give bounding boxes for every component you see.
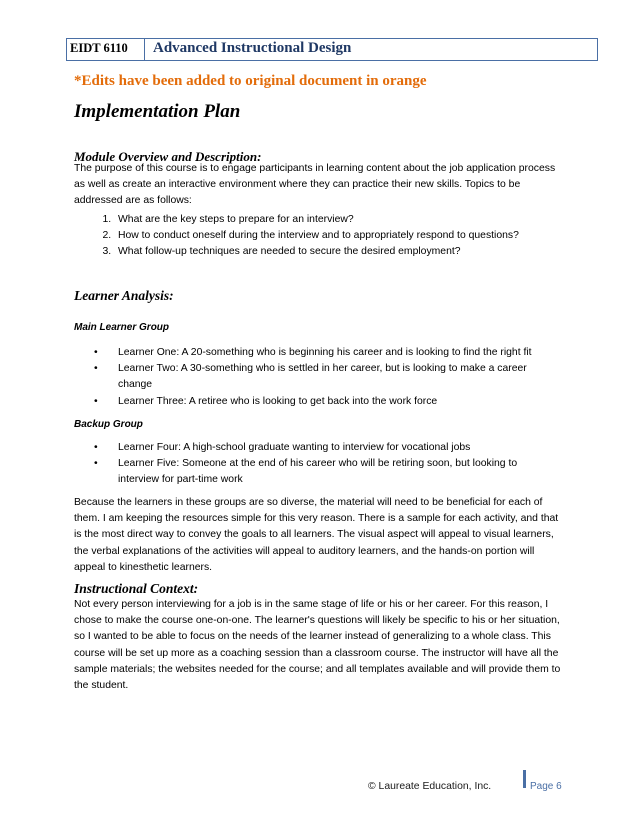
course-title: Advanced Instructional Design <box>153 40 352 56</box>
instructional-context-text: Not every person interviewing for a job is in the same stage of life or his or her career. For this reason, I chose to make the course one-on-one. The learner's questions will likely be specific to his or her situation, so I wanted to be able to focus on the needs of the learner instead of generalizing to a whole class. This course will be set up more as a coaching session than a classroom course. The instructor will have all the sample materials; the websites needed for the course; and all templates available and will provide them to the student. <box>74 599 561 692</box>
backup-group-label: Backup Group <box>74 419 143 430</box>
learner-analysis-heading: Learner Analysis: <box>74 288 174 303</box>
main-learner-list <box>74 345 608 410</box>
bullet-icon: • <box>94 442 98 453</box>
module-overview-text: The purpose of this course is to engage participants in learning content about the job application process as well as create an interactive environment where they can practice their new skills. Topics to be addressed are as follows: <box>74 163 556 207</box>
topic-item: 3. What follow-up techniques are needed to secure the desired employment? <box>114 244 584 260</box>
list-item: • Learner One: A 20-something who is beginning his career and is looking to find the right fit <box>118 345 608 361</box>
instructional-context-heading: Instructional Context: <box>74 581 199 596</box>
topic-item: 2. How to conduct oneself during the interview and to appropriately respond to questions? <box>114 228 584 244</box>
topics-list <box>74 212 584 261</box>
bullet-icon: • <box>94 395 98 407</box>
course-header <box>66 38 598 61</box>
learner-summary-text: Because the learners in these groups are so diverse, the material will need to be beneficial for each of them. I am keeping the resources simple for this very reason. There is a sample for each activity, and that is the most direct way to convey the goals to all learners. The visual aspect will appeal to visual learners, the verbal explanations of the activities will appeal to auditory learners, and the hands-on portion will appeal to kinesthetic learners. <box>74 497 559 573</box>
page-number: Page 6 <box>530 781 562 792</box>
document-title: Implementation Plan <box>74 101 241 122</box>
footer-divider <box>523 770 526 788</box>
list-item: • Learner Two: A 30-something who is settled in her career, but is looking to make a career change <box>94 363 527 391</box>
copyright-text: © Laureate Education, Inc. <box>368 781 492 792</box>
main-learner-group-label: Main Learner Group <box>74 322 170 333</box>
course-code: EIDT 6110 <box>67 39 145 60</box>
list-item: • Learner Five: Someone at the end of his career who will be retiring soon, but looking to interview for part-time work <box>94 458 518 486</box>
backup-learner-list <box>74 440 608 489</box>
bullet-icon: • <box>94 347 98 358</box>
list-item: • Learner Four: A high-school graduate wanting to interview for vocational jobs <box>118 440 608 456</box>
list-item: • Learner Three: A retiree who is looking to get back into the work force <box>118 394 608 410</box>
module-overview-heading: Module Overview and Description: <box>74 149 262 164</box>
topic-item: 1. What are the key steps to prepare for an interview? <box>114 212 584 228</box>
bullet-icon: • <box>94 363 98 375</box>
bullet-icon: • <box>94 458 98 470</box>
edits-note: *Edits have been added to original document in orange <box>74 73 427 89</box>
